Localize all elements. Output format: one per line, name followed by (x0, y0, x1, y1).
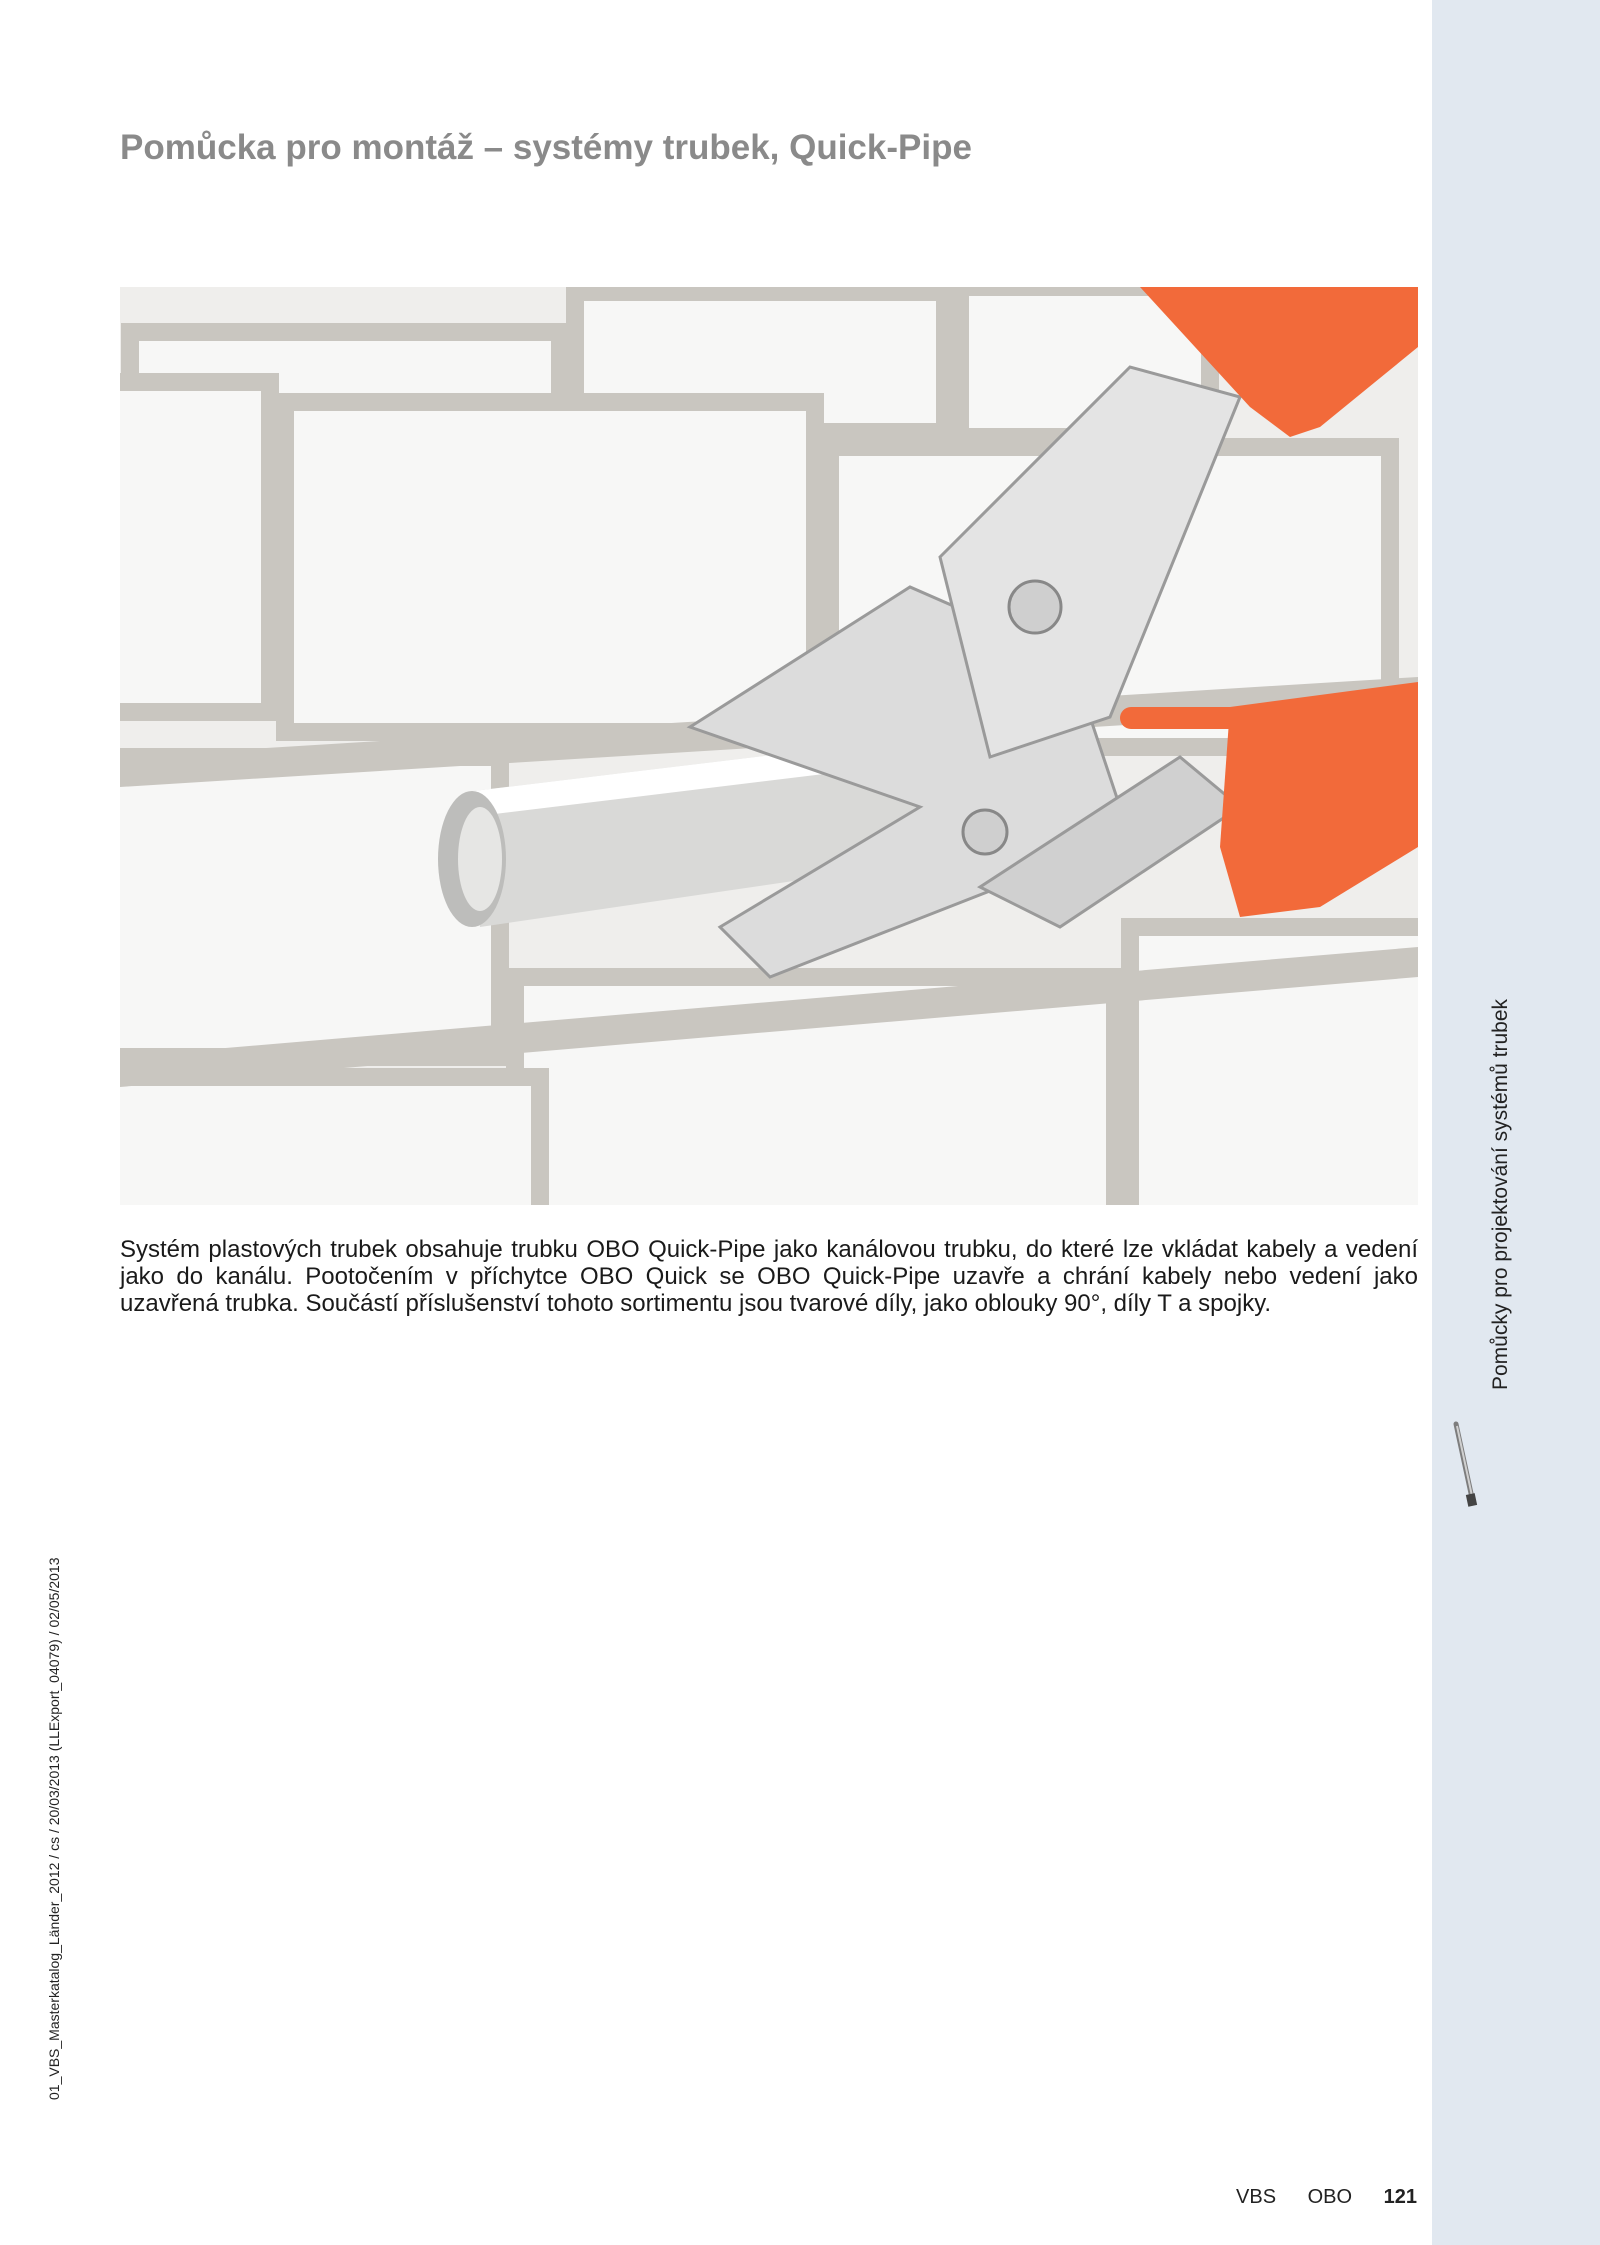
print-metadata: 01_VBS_Masterkatalog_Länder_2012 / cs / 20/03/2013 (LLExport_04079) / 02/05/2013 (46, 1557, 62, 2100)
product-photo (120, 287, 1418, 1205)
sidebar-panel (1432, 0, 1600, 2245)
footer-brand-obo: OBO (1307, 2186, 1353, 2208)
footer-brand-vbs: VBS (1236, 2186, 1277, 2208)
description-text: Systém plastových trubek obsahuje trubku OBO Quick-Pipe jako kanálovou trubku, do které lze vkládat kabely a vedení jako do kanálu. Pootočením v příchytce OBO Quick se OBO Quick-Pipe uzavře a chrání kabely nebo vedení jako uzavřená trubka. Součástí příslušenství tohoto sortimentu jsou tvarové díly, jako oblouky 90°, díly T a spojky. (120, 1236, 1418, 1317)
page-footer (1210, 2186, 1417, 2209)
page-title: Pomůcka pro montáž – systémy trubek, Quick-Pipe (120, 128, 972, 167)
pipe-tool-icon (1450, 1420, 1480, 1510)
page-number: 121 (1383, 2186, 1417, 2208)
sidebar-section-label: Pomůcky pro projektování systémů trubek (1489, 998, 1512, 1390)
